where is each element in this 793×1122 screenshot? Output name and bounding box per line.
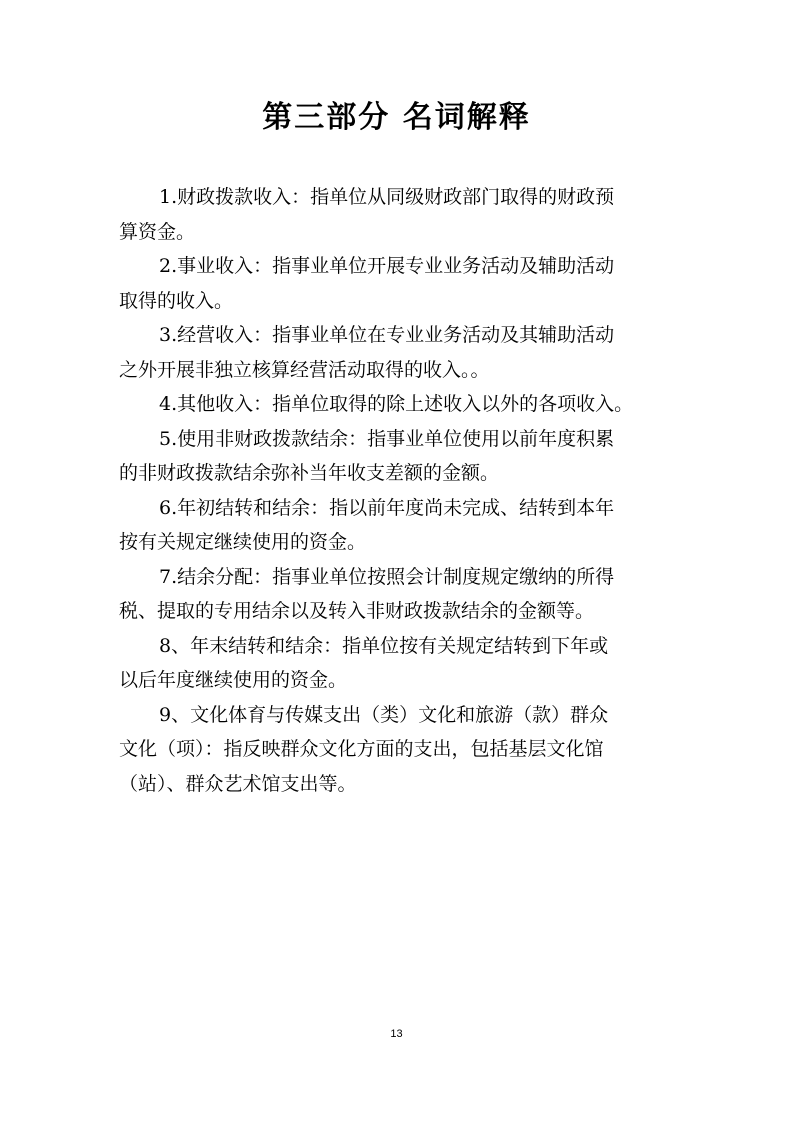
definition-line: 3.经营收入：指事业单位在专业业务活动及其辅助活动 [159,324,615,346]
definition-line: 取得的收入。 [119,289,234,312]
definition-line: 6.年初结转和结余：指以前年度尚未完成、结转到本年 [159,496,615,519]
definition-line: 的非财政拨款结余弥补当年收支差额的金额。 [119,462,500,484]
definition-line: 算资金。 [119,220,196,243]
definition-line: 以后年度继续使用的资金。 [119,669,348,691]
definitions-body [119,180,679,801]
page-title: 第三部分 名词解释 [262,100,531,135]
definition-line: 文化（项）：指反映群众文化方面的支出，包括基层文化馆 [119,738,604,760]
definition-line: 8、年末结转和结余：指单位按有关规定结转到下年或 [159,634,609,657]
definition-line: （站）、群众艺术馆支出等。 [119,772,357,795]
definition-line: 4.其他收入：指单位取得的除上述收入以外的各项收入。 [159,393,634,415]
definition-line: 税、提取的专用结余以及转入非财政拨款结余的金额等。 [119,600,595,622]
page-number: 13 [390,1028,403,1040]
definition-line: 9、文化体育与传媒支出（类）文化和旅游（款）群众 [159,703,609,726]
definition-line: 5.使用非财政拨款结余：指事业单位使用以前年度积累 [159,427,615,450]
definition-line: 7.结余分配：指事业单位按照会计制度规定缴纳的所得 [159,565,615,588]
definition-line: 1.财政拨款收入：指单位从同级财政部门取得的财政预 [159,186,615,208]
definition-line: 2.事业收入：指事业单位开展专业业务活动及辅助活动 [159,255,615,277]
definition-line: 之外开展非独立核算经营活动取得的收入。。 [119,358,490,381]
definition-line: 按有关规定继续使用的资金。 [119,531,367,553]
